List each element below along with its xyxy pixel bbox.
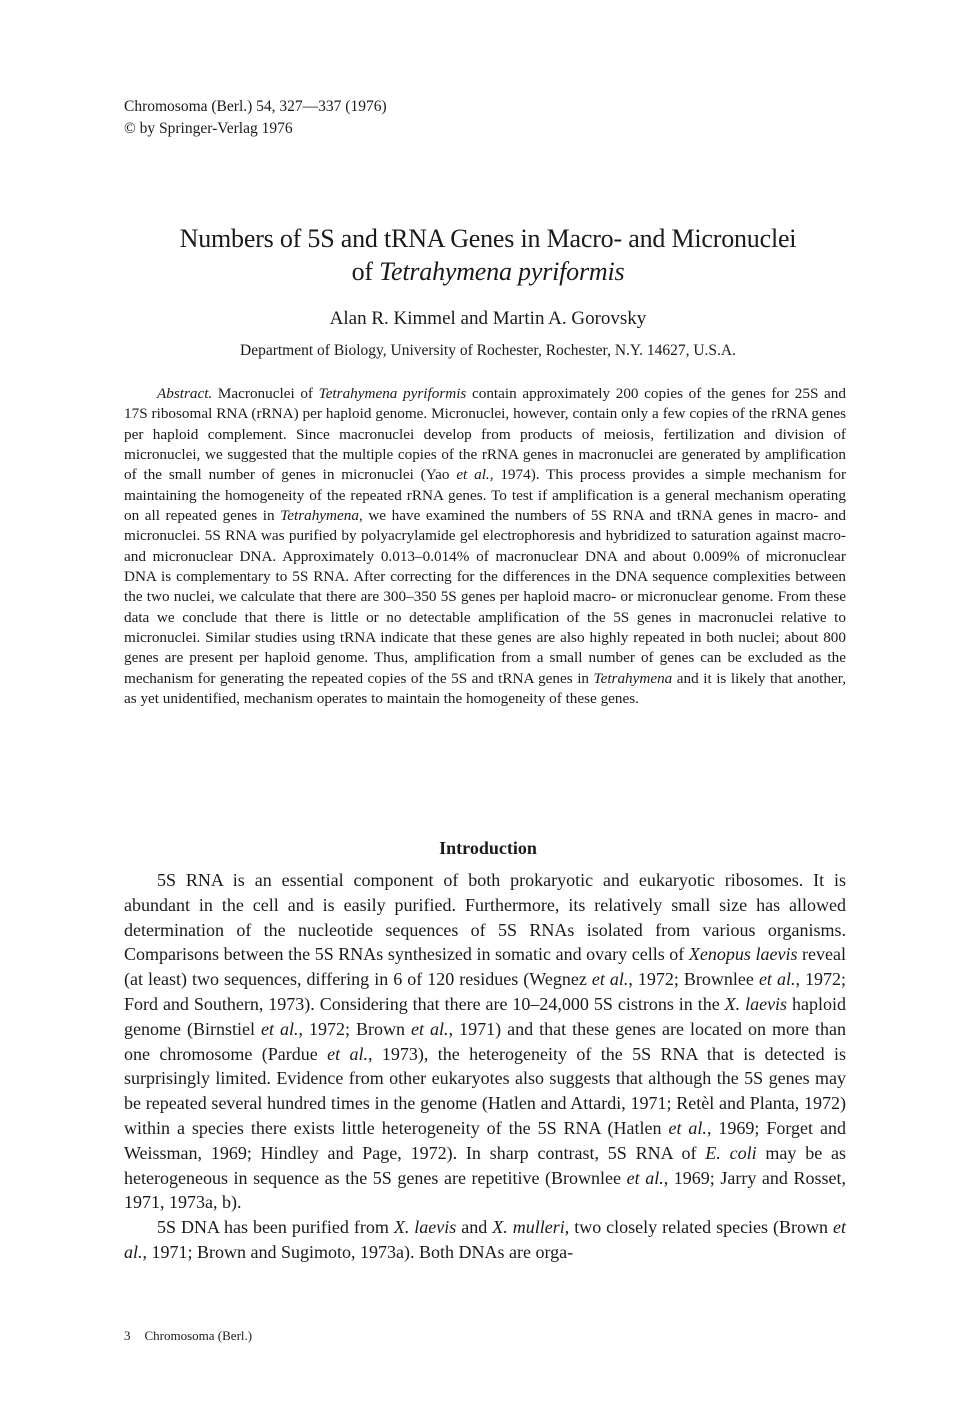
body-text: , 1972; Brown <box>298 1018 412 1039</box>
body-text: , 1973), the heterogeneity of the 5S RNA that is detected is surprisingly limited. Evidence from other eukaryotes also suggests that although the 5S genes may be repeated several hundred times in the genome (Hatlen and Attardi, 1971; Retèl and Planta, 1972) within a species there exists little heterogeneity of the 5S RNA (Hatlen <box>124 1043 846 1138</box>
journal-citation: Chromosoma (Berl.) 54, 327—337 (1976) <box>124 98 387 115</box>
abstract-italic: Tetrahymena <box>593 669 673 687</box>
abstract-italic: Tetrahymena pyriformis <box>318 385 467 402</box>
body-italic: X. laevis <box>724 993 788 1014</box>
body-text: , 1972; Ford and Southern, 1973). Considering that there are 10–24,000 5S cistrons in the <box>124 969 846 1014</box>
abstract-text: and it is likely that another, as yet unidentified, mechanism operates to maintain the homogeneity of these genes. <box>124 669 846 708</box>
abstract-text: contain approximately 200 copies of the genes for 25S and 17S ribosomal RNA (rRNA) per haploid genome. Micronuclei, however, contain only a few copies of the rRNA genes per haploid complement. Since macronuclei develop from products of meiosis, fertilization and division of micronuclei, we suggested that the multiple copies of the rRNA genes in macronuclei are generated by amplification of the small number of genes in micronuclei (Yao <box>124 385 846 484</box>
body-italic: et al. <box>327 1043 368 1064</box>
intro-paragraph-1 <box>124 868 846 1215</box>
body-text: 5S RNA is an essential component of both prokaryotic and eukaryotic ribosomes. It is abundant in the cell and is easily purified. Furthermore, its relatively small size has allowed determination of the nucleotide sequences of 5S RNAs isolated from various organisms. Comparisons between the 5S RNAs synthesized in somatic and ovary cells of <box>124 870 846 965</box>
abstract <box>124 384 846 710</box>
body-text: and <box>456 1217 493 1238</box>
body-text: may be as heterogeneous in sequence as the 5S genes are repetitive (Brownlee <box>124 1142 846 1188</box>
authors: Alan R. Kimmel and Martin A. Gorovsky <box>329 308 647 329</box>
body-italic: X. laevis <box>393 1217 457 1238</box>
body-text: , 1969; Forget and Weissman, 1969; Hindley and Page, 1972). In sharp contrast, 5S RNA of <box>124 1117 846 1163</box>
running-title: Chromosoma (Berl.) <box>144 1328 253 1343</box>
body-text: , 1972; Brownlee <box>628 969 759 990</box>
body-text: , 1971) and that these genes are located on more than one chromosome (Pardue <box>124 1018 847 1064</box>
title-species: Tetrahymena pyriformis <box>379 257 625 286</box>
body-text: , 1969; Jarry and Rosset, 1971, 1973a, b). <box>124 1167 847 1213</box>
body-italic: et al. <box>411 1018 449 1039</box>
body-italic: et al. <box>124 1217 846 1262</box>
body-italic: et al. <box>591 969 629 990</box>
journal-info <box>124 96 387 140</box>
body-text: reveal (at least) two sequences, differing in 6 of 120 residues (Wegnez <box>124 944 846 990</box>
body-italic: et al. <box>261 1018 299 1039</box>
abstract-text: Macronuclei of <box>212 385 319 402</box>
body-text: haploid genome (Birnstiel <box>124 993 846 1039</box>
abstract-text: , we have examined the numbers of 5S RNA and tRNA genes in macro- and micronuclei. 5S RNA was purified by polyacrylamide gel electrophoresis and hybridized to saturation against macro- and micronuclear DNA. Approximately 0.013–0.014% of macronuclear DNA and about 0.009% of micronuclear DNA is complementary to 5S RNA. After correcting for the differences in the DNA sequence complexities between the two nuclei, we calculate that there are 300–350 5S genes per haploid macro- or micronuclear genome. From these data we conclude that there is little or no detectable amplification of the 5S genes in macronuclei relative to micronuclei. Similar studies using tRNA indicate that these genes are also highly repeated in both nuclei; about 800 genes are present per haploid genome. Thus, amplification from a small number of genes can be excluded as the mechanism for generating the repeated copies of the 5S and tRNA genes in <box>124 507 846 687</box>
affiliation: Department of Biology, University of Rochester, Rochester, N.Y. 14627, U.S.A. <box>240 342 736 359</box>
title-line-2 <box>100 255 876 288</box>
abstract-text: , 1974). This process provides a simple mechanism for maintaining the homogeneity of the repeated rRNA genes. To test if amplification is a general mechanism operating on all repeated genes in <box>124 466 847 525</box>
title-line-1: Numbers of 5S and tRNA Genes in Macro- and Micronuclei <box>179 224 797 253</box>
introduction-body <box>124 868 846 1265</box>
abstract-italic: et al. <box>456 466 490 484</box>
body-text: 5S DNA has been purified from <box>157 1217 394 1238</box>
body-text: , two closely related species (Brown <box>564 1217 833 1238</box>
body-italic: X. mulleri <box>492 1217 565 1238</box>
abstract-italic: Tetrahymena <box>280 507 359 525</box>
body-italic: Xenopus laevis <box>688 944 798 965</box>
body-italic: et al. <box>758 969 796 990</box>
paper-title <box>100 222 876 288</box>
title-line-2-prefix: of <box>351 257 380 286</box>
abstract-paragraph <box>124 384 846 710</box>
body-italic: et al. <box>626 1167 664 1188</box>
abstract-label: Abstract. <box>157 385 213 402</box>
copyright-notice: © by Springer-Verlag 1976 <box>124 120 293 137</box>
page-number: 3 <box>124 1328 131 1343</box>
body-italic: et al. <box>668 1117 707 1138</box>
intro-paragraph-2 <box>124 1215 846 1265</box>
body-text: , 1971; Brown and Sugimoto, 1973a). Both DNAs are orga- <box>142 1241 574 1262</box>
section-heading-introduction: Introduction <box>439 838 537 858</box>
body-italic: E. coli <box>705 1142 757 1163</box>
page-footer <box>124 1328 266 1344</box>
